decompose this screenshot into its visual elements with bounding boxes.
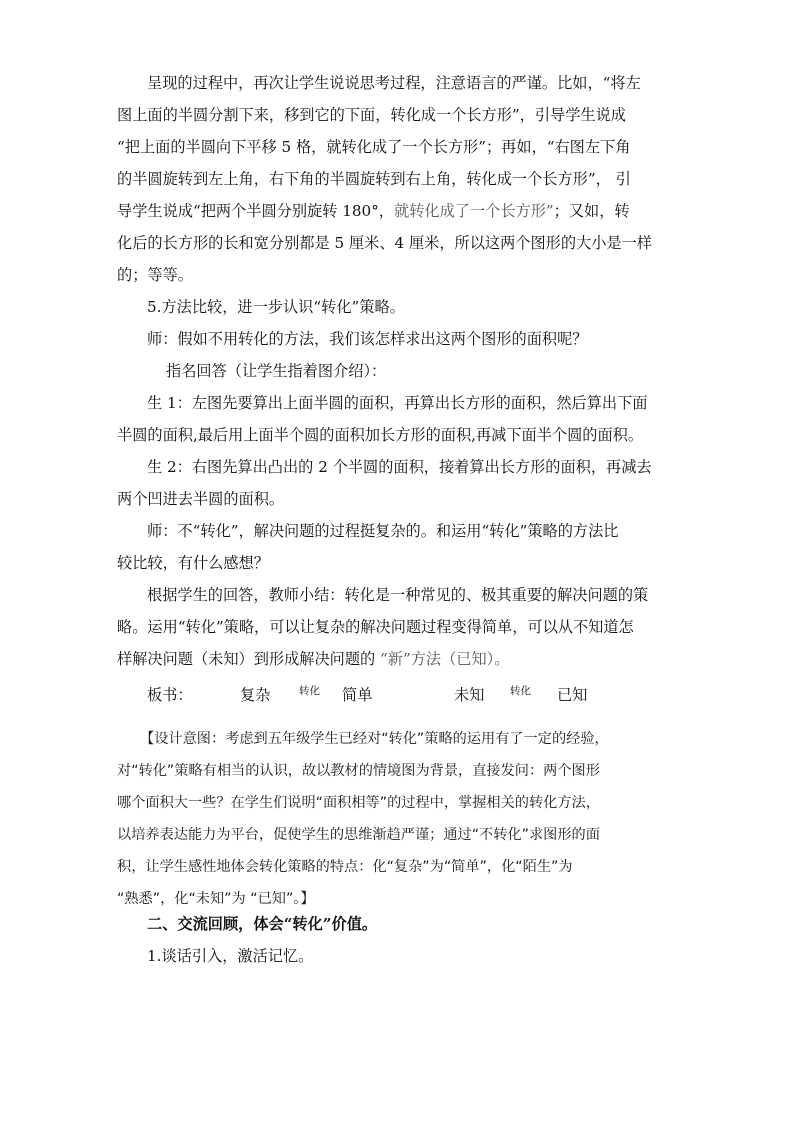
step1-heading: 1.谈话引入，激活记忆。 (147, 947, 314, 965)
student1-line1: 生 1：左图先要算出上面半圆的面积，再算出长方形的面积，然后算出下面 (147, 394, 648, 412)
teacher-question: 师：假如不用转化的方法，我们该怎样求出这两个图形的面积呢？ (147, 330, 588, 348)
summary-line3-b: “新”方法（已知）。 (380, 650, 510, 668)
teacher2-line1: 师：不“转化”，解决问题的过程挺复杂的。和运用“转化”策略的方法比 (147, 522, 619, 540)
summary-line2: 略。运用“转化”策略，可以让复杂的解决问题过程变得简单，可以从不知道怎 (117, 618, 634, 636)
summary-line3 (117, 645, 682, 673)
student2-line1: 生 2：右图先算出凸出的 2 个半圆的面积，接着算出长方形的面积，再减去 (147, 458, 652, 476)
summary-line3-a: 样解决问题（未知）到形成解决问题的 (117, 650, 381, 668)
design-intent-line6: “熟悉”，化“未知”为 “已知”。】 (117, 891, 315, 907)
para1-line5-a: 导学生说成“把两个半圆分别旋转 180°， (117, 202, 394, 220)
design-intent-line5: 积，让学生感性地体会转化策略的特点：化“复杂”为“简单”，化“陌生”为 (117, 859, 573, 875)
board-complex: 复杂 (240, 686, 271, 704)
board-arrow-transform-1: 转化 (299, 685, 320, 697)
para1-line3: “把上面的半圆向下平移 5 格，就转化成了一个长方形”；再如，“右图左下角 (117, 138, 631, 156)
step5-heading: 5.方法比较，进一步认识“转化”策略。 (147, 298, 405, 316)
board-arrow-transform-2: 转化 (510, 685, 531, 697)
design-intent-line1: 【设计意图：考虑到五年级学生已经对“转化”策略的运用有了一定的经验， (140, 731, 609, 747)
summary-line1: 根据学生的回答，教师小结：转化是一种常见的、极其重要的解决问题的策 (147, 586, 649, 604)
design-intent-line4: 以培养表达能力为平台，促使学生的思维渐趋严谨；通过“不转化”求图形的面 (117, 827, 600, 843)
board-unknown: 未知 (454, 686, 485, 704)
student1-line2: 半圆的面积,最后用上面半个圆的面积加长方形的面积,再减下面半个圆的面积。 (117, 426, 644, 444)
para1-line7: 的；等等。 (117, 266, 193, 284)
board-known: 已知 (557, 686, 588, 704)
para1-line6: 化后的长方形的长和宽分别都是 5 厘米、4 厘米，所以这两个图形的大小是一样 (117, 234, 652, 252)
para1-line2: 图上面的半圆分割下来，移到它的下面，转化成一个长方形”，引导学生说成 (117, 106, 626, 124)
teacher2-line2: 较比较，有什么感想？ (117, 554, 269, 572)
para1-line4: 的半圆旋转到左上角，右下角的半圆旋转到右上角，转化成一个长方形”， 引 (117, 170, 631, 188)
section2-heading: 二、交流回顾，体会“转化”价值。 (147, 915, 378, 933)
para1-line5 (117, 197, 682, 225)
board-label: 板书： (147, 686, 193, 704)
design-intent-line2: 对“转化”策略有相当的认识，故以教材的情境图为背景，直接发问：两个图形 (117, 763, 600, 779)
para1-line1: 呈现的过程中，再次让学生说说思考过程，注意语言的严谨。比如，“将左 (147, 74, 641, 92)
para1-line5-b: 就转化成了一个长方形” (394, 202, 554, 220)
para1-line5-c: ；又如，转 (553, 202, 630, 220)
answer-intro: 指名回答（让学生指着图介绍）： (166, 362, 387, 380)
board-simple: 简单 (342, 686, 373, 704)
design-intent-line3: 哪个面积大一些？在学生们说明“面积相等”的过程中，掌握相关的转化方法， (117, 795, 600, 811)
student2-line2: 两个凹进去半圆的面积。 (117, 490, 285, 508)
